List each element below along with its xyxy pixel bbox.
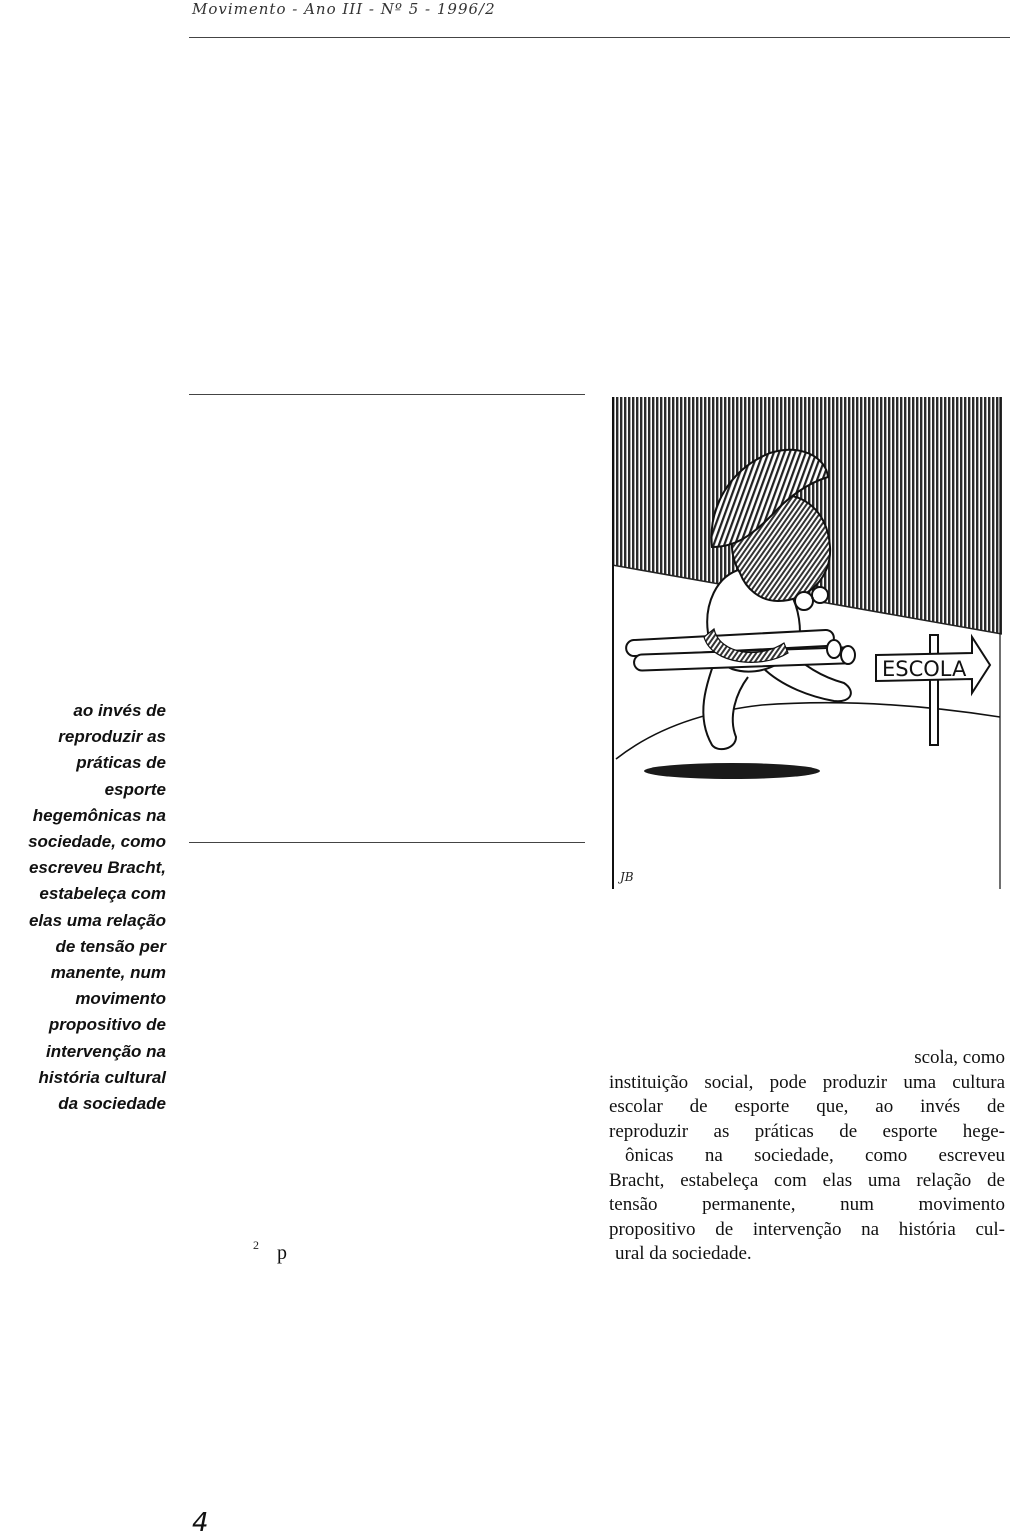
body-line: Bracht, estabeleça com elas uma relação de xyxy=(609,1169,1005,1191)
artist-signature: JB xyxy=(620,870,634,884)
pull-quote-line: ao invés de xyxy=(73,701,166,720)
footnote-text: p xyxy=(277,1242,287,1264)
body-paragraph xyxy=(609,1046,1005,1267)
pull-quote-line: práticas de xyxy=(76,753,166,773)
pull-quote xyxy=(0,698,166,1117)
column-rule-top xyxy=(189,394,585,395)
body-line: reproduzir as práticas de esporte hege- xyxy=(609,1120,1005,1142)
body-line: ônicas na sociedade, como escreveu xyxy=(625,1145,1005,1166)
shadow-shape xyxy=(644,763,820,779)
body-line: scola, como xyxy=(914,1047,1005,1068)
body-line: propositivo de intervenção na história cul- xyxy=(609,1218,1005,1240)
pull-quote-line: manente, num xyxy=(50,963,166,983)
pull-quote-line: intervenção na xyxy=(46,1041,166,1061)
pull-quote-line: movimento xyxy=(75,989,166,1009)
header-rule xyxy=(189,37,1010,38)
pull-quote-line: escreveu Bracht, xyxy=(28,858,166,878)
footnote-mark: 2 xyxy=(253,1238,259,1252)
pull-quote-line: da sociedade xyxy=(58,1094,166,1114)
pull-quote-line: propositivo de xyxy=(48,1015,166,1035)
body-line: ural da sociedade. xyxy=(615,1243,752,1264)
pull-quote-line: de tensão per xyxy=(55,936,166,956)
pull-quote-line: hegemônicas na xyxy=(32,805,166,825)
pull-quote-line: esporte xyxy=(104,779,166,799)
body-line: tensão permanente, num movimento xyxy=(609,1194,1005,1215)
sign-text: ESCOLA xyxy=(882,657,967,681)
column-rule-bottom xyxy=(189,842,585,843)
running-header: Movimento - Ano III - Nº 5 - 1996/2 xyxy=(192,0,496,18)
pull-quote-line: sociedade, como xyxy=(28,832,166,852)
cartoon-illustration xyxy=(612,397,1002,889)
pull-quote-line: estabeleça com xyxy=(39,884,166,904)
pull-quote-line: reproduzir as xyxy=(58,727,166,747)
body-line: instituição social, pode produzir uma cultura xyxy=(609,1071,1005,1093)
body-line: escolar de esporte que, ao invés de xyxy=(609,1096,1005,1117)
page-number: 4 xyxy=(192,1508,209,1538)
pull-quote-line: história cultural xyxy=(38,1067,166,1087)
pull-quote-line: elas uma relação xyxy=(28,910,166,930)
